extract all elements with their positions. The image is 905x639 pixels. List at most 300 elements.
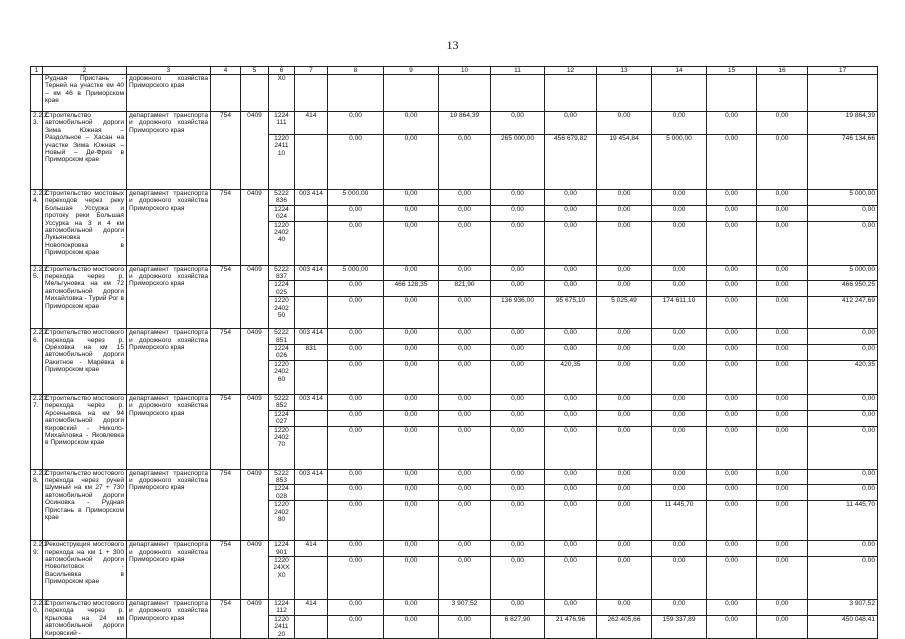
- column-header-cell: 12: [545, 67, 597, 75]
- ministry-code-cell: 754: [211, 469, 241, 541]
- amount-cell: 5 025,49: [597, 297, 652, 329]
- ministry-code-cell: 754: [211, 394, 241, 469]
- code-cell: Х0: [269, 75, 295, 112]
- executor-cell: департамент транспорта и дорожного хозяйства Приморского края: [127, 329, 211, 395]
- expense-type-cell: [295, 615, 328, 638]
- object-name-cell: Строительство автомобильной дороги Зима Южная – Раздольное – Хасан на участке Зима Южная – Новый – Де-Фриз в Приморском крае: [43, 112, 127, 190]
- amount-cell: 0,00: [439, 360, 491, 394]
- amount-cell: 0,00: [384, 501, 439, 541]
- amount-cell: 0,00: [652, 556, 707, 599]
- object-name-cell: Строительство мостового перехода через ручей Шумный на км 27 + 730 автомобильной дороги Осиновка - Рудная Пристань в Приморском крае: [43, 469, 127, 541]
- amount-cell: 0,00: [597, 205, 652, 221]
- amount-cell: 0,00: [328, 112, 384, 135]
- object-name-cell: Строительство мостового перехода через р. Арсеньевка на км 94 автомобильной дороги Кировский - Николо-Михайловка - Яковлевка в Приморском крае: [43, 394, 127, 469]
- object-name-cell: Строительство мостовых переходов через реку Большая Уссурка и протоку реки Большая Уссурка на 3 и 4 км автомобильной дороги Лукьяновка - Новопокровка в Приморском крае: [43, 190, 127, 266]
- amount-cell: 0,00: [652, 281, 707, 297]
- item-number-cell: 2.2.2 8.: [31, 469, 43, 541]
- expense-type-cell: [295, 360, 328, 394]
- amount-cell: 0,00: [328, 360, 384, 394]
- amount-cell: 0,00: [707, 345, 757, 361]
- column-header-cell: 16: [757, 67, 808, 75]
- amount-cell: 0,00: [491, 501, 545, 541]
- amount-cell: 0,00: [439, 410, 491, 426]
- section-code-cell: 0409: [241, 329, 269, 395]
- amount-cell: 0,00: [328, 410, 384, 426]
- amount-cell: 0,00: [491, 426, 545, 469]
- amount-cell: 0,00: [491, 360, 545, 394]
- amount-cell: 0,00: [491, 329, 545, 345]
- amount-cell: 0,00: [384, 135, 439, 190]
- amount-cell: 466 128,35: [384, 281, 439, 297]
- value-cell: [295, 75, 328, 112]
- amount-cell: 0,00: [597, 329, 652, 345]
- amount-cell: 265 000,00: [491, 135, 545, 190]
- section-code-cell: 0409: [241, 112, 269, 190]
- amount-cell: 0,00: [808, 205, 878, 221]
- amount-cell: 0,00: [545, 329, 597, 345]
- amount-cell: 456 679,82: [545, 135, 597, 190]
- target-article-cell: 5222 852: [269, 394, 295, 410]
- amount-cell: 0,00: [757, 345, 808, 361]
- amount-cell: 0,00: [491, 485, 545, 501]
- section-code-cell: 0409: [241, 599, 269, 638]
- amount-cell: 136 936,00: [491, 297, 545, 329]
- amount-cell: 0,00: [491, 345, 545, 361]
- amount-cell: 0,00: [757, 615, 808, 638]
- expense-type-cell: 831: [295, 345, 328, 361]
- amount-cell: 0,00: [652, 485, 707, 501]
- continuation-row: [31, 75, 878, 112]
- amount-cell: 0,00: [439, 426, 491, 469]
- executor-cell: дорожного хозяйства Приморского края: [127, 75, 211, 112]
- amount-cell: 0,00: [757, 205, 808, 221]
- amount-cell: 0,00: [808, 469, 878, 485]
- value-cell: [757, 75, 808, 112]
- column-header-cell: 13: [597, 67, 652, 75]
- amount-cell: 3 907,52: [439, 599, 491, 615]
- amount-cell: 0,00: [384, 221, 439, 265]
- amount-cell: 0,00: [597, 599, 652, 615]
- target-article-cell: 1224 901: [269, 541, 295, 557]
- amount-cell: 0,00: [545, 410, 597, 426]
- amount-cell: 0,00: [384, 541, 439, 557]
- amount-cell: 0,00: [384, 205, 439, 221]
- amount-cell: 0,00: [808, 426, 878, 469]
- amount-cell: 0,00: [328, 541, 384, 557]
- expense-type-cell: [295, 135, 328, 190]
- target-article-cell: 1220 2411 10: [269, 135, 295, 190]
- amount-cell: 0,00: [652, 360, 707, 394]
- table-row: [31, 265, 878, 281]
- amount-cell: 0,00: [439, 501, 491, 541]
- value-cell: [328, 75, 384, 112]
- target-article-cell: 5222 853: [269, 469, 295, 485]
- amount-cell: 0,00: [491, 469, 545, 485]
- amount-cell: 0,00: [328, 501, 384, 541]
- amount-cell: 3 907,52: [808, 599, 878, 615]
- amount-cell: 0,00: [597, 190, 652, 206]
- amount-cell: 0,00: [439, 329, 491, 345]
- executor-cell: департамент транспорта и дорожного хозяйства Приморского края: [127, 599, 211, 638]
- target-article-cell: 1224 026: [269, 345, 295, 361]
- amount-cell: 0,00: [491, 265, 545, 281]
- amount-cell: 0,00: [439, 541, 491, 557]
- number-cell: [31, 75, 43, 112]
- amount-cell: 0,00: [328, 485, 384, 501]
- amount-cell: 0,00: [384, 360, 439, 394]
- amount-cell: 0,00: [597, 556, 652, 599]
- section-code-cell: 0409: [241, 190, 269, 266]
- amount-cell: 0,00: [384, 410, 439, 426]
- ministry-code-cell: 754: [211, 265, 241, 329]
- amount-cell: 0,00: [597, 485, 652, 501]
- amount-cell: 450 048,41: [808, 615, 878, 638]
- amount-cell: 0,00: [384, 426, 439, 469]
- column-header-cell: 5: [241, 67, 269, 75]
- amount-cell: 0,00: [707, 297, 757, 329]
- object-name-cell: Строительство мостового перехода через р. Мельгуновка на км 72 автомобильной дороги Михайловка - Турий Рог в Приморском крае: [43, 265, 127, 329]
- amount-cell: 0,00: [808, 221, 878, 265]
- expense-type-cell: [295, 485, 328, 501]
- object-name-cell: Реконструкция мостового перехода на км 1 + 300 автомобильной дороги Новопитовск - Васильевка в Приморском крае: [43, 541, 127, 600]
- item-number-cell: 2.2.3 0.: [31, 599, 43, 638]
- amount-cell: 0,00: [597, 426, 652, 469]
- target-article-cell: 5222 837: [269, 265, 295, 281]
- amount-cell: 0,00: [439, 221, 491, 265]
- target-article-cell: 1224 111: [269, 112, 295, 135]
- value-cell: [808, 75, 878, 112]
- value-cell: [597, 75, 652, 112]
- amount-cell: 0,00: [707, 281, 757, 297]
- amount-cell: 0,00: [652, 541, 707, 557]
- amount-cell: 0,00: [439, 556, 491, 599]
- amount-cell: 0,00: [707, 205, 757, 221]
- amount-cell: 0,00: [384, 345, 439, 361]
- amount-cell: 0,00: [757, 469, 808, 485]
- column-header-cell: 8: [328, 67, 384, 75]
- amount-cell: 0,00: [808, 541, 878, 557]
- expense-type-cell: 003 414: [295, 469, 328, 485]
- amount-cell: 0,00: [545, 205, 597, 221]
- amount-cell: 0,00: [491, 112, 545, 135]
- amount-cell: 0,00: [328, 426, 384, 469]
- target-article-cell: 1220 2402 50: [269, 297, 295, 329]
- amount-cell: 0,00: [707, 410, 757, 426]
- amount-cell: 0,00: [757, 410, 808, 426]
- amount-cell: 0,00: [491, 281, 545, 297]
- amount-cell: 0,00: [707, 190, 757, 206]
- target-article-cell: 1220 2402 60: [269, 360, 295, 394]
- amount-cell: 0,00: [439, 469, 491, 485]
- target-article-cell: 5222 836: [269, 190, 295, 206]
- amount-cell: 0,00: [384, 556, 439, 599]
- amount-cell: 0,00: [545, 541, 597, 557]
- value-cell: [491, 75, 545, 112]
- ministry-code-cell: 754: [211, 541, 241, 600]
- column-header-cell: 2: [43, 67, 127, 75]
- amount-cell: 0,00: [652, 345, 707, 361]
- amount-cell: 0,00: [757, 360, 808, 394]
- expense-type-cell: 003 414: [295, 329, 328, 345]
- amount-cell: 0,00: [597, 345, 652, 361]
- column-header-cell: 6: [269, 67, 295, 75]
- amount-cell: 0,00: [757, 190, 808, 206]
- expense-type-cell: 414: [295, 599, 328, 615]
- amount-cell: 0,00: [597, 265, 652, 281]
- amount-cell: 0,00: [328, 469, 384, 485]
- column-header-cell: 7: [295, 67, 328, 75]
- amount-cell: 0,00: [491, 410, 545, 426]
- amount-cell: 0,00: [597, 469, 652, 485]
- amount-cell: 420,35: [808, 360, 878, 394]
- amount-cell: 0,00: [545, 221, 597, 265]
- amount-cell: 0,00: [707, 501, 757, 541]
- amount-cell: 0,00: [491, 394, 545, 410]
- amount-cell: 0,00: [808, 394, 878, 410]
- amount-cell: 0,00: [328, 329, 384, 345]
- amount-cell: 0,00: [328, 135, 384, 190]
- value-cell: [545, 75, 597, 112]
- amount-cell: 0,00: [757, 485, 808, 501]
- section-code-cell: 0409: [241, 265, 269, 329]
- code-cell: [211, 75, 241, 112]
- amount-cell: 0,00: [652, 329, 707, 345]
- target-article-cell: 1224 024: [269, 205, 295, 221]
- column-header-cell: 9: [384, 67, 439, 75]
- amount-cell: 466 950,25: [808, 281, 878, 297]
- amount-cell: 0,00: [491, 599, 545, 615]
- amount-cell: 11 445,70: [808, 501, 878, 541]
- amount-cell: 0,00: [757, 541, 808, 557]
- table-body: [31, 67, 878, 639]
- amount-cell: 0,00: [491, 541, 545, 557]
- executor-cell: департамент транспорта и дорожного хозяйства Приморского края: [127, 265, 211, 329]
- amount-cell: 0,00: [384, 112, 439, 135]
- amount-cell: 0,00: [384, 469, 439, 485]
- amount-cell: 420,35: [545, 360, 597, 394]
- amount-cell: 0,00: [439, 265, 491, 281]
- amount-cell: 0,00: [545, 265, 597, 281]
- section-code-cell: 0409: [241, 469, 269, 541]
- amount-cell: 5 000,00: [808, 265, 878, 281]
- amount-cell: 0,00: [652, 112, 707, 135]
- item-number-cell: 2.2.2 3.: [31, 112, 43, 190]
- amount-cell: 0,00: [757, 501, 808, 541]
- amount-cell: 19 864,39: [439, 112, 491, 135]
- value-cell: [707, 75, 757, 112]
- amount-cell: 0,00: [597, 410, 652, 426]
- amount-cell: 0,00: [384, 297, 439, 329]
- amount-cell: 0,00: [545, 112, 597, 135]
- amount-cell: 0,00: [545, 281, 597, 297]
- amount-cell: 0,00: [439, 135, 491, 190]
- amount-cell: 0,00: [757, 265, 808, 281]
- amount-cell: 0,00: [808, 410, 878, 426]
- expense-type-cell: 414: [295, 112, 328, 135]
- value-cell: [384, 75, 439, 112]
- amount-cell: 0,00: [757, 599, 808, 615]
- section-code-cell: 0409: [241, 394, 269, 469]
- amount-cell: 0,00: [439, 297, 491, 329]
- column-header-cell: 11: [491, 67, 545, 75]
- amount-cell: 0,00: [707, 599, 757, 615]
- expense-type-cell: 003 414: [295, 265, 328, 281]
- target-article-cell: 1224 028: [269, 485, 295, 501]
- amount-cell: 0,00: [707, 360, 757, 394]
- amount-cell: 0,00: [707, 265, 757, 281]
- amount-cell: 0,00: [707, 221, 757, 265]
- object-name-cell: Строительство мостового перехода через р. Орéховка на км 15 автомобильной дороги Ракитное - Марёвка в Приморском крае: [43, 329, 127, 395]
- amount-cell: 0,00: [384, 329, 439, 345]
- expense-type-cell: 003 414: [295, 190, 328, 206]
- amount-cell: 0,00: [757, 556, 808, 599]
- amount-cell: 0,00: [491, 556, 545, 599]
- amount-cell: 0,00: [757, 112, 808, 135]
- code-cell: [241, 75, 269, 112]
- executor-cell: департамент транспорта и дорожного хозяйства Приморского края: [127, 112, 211, 190]
- amount-cell: 0,00: [545, 485, 597, 501]
- amount-cell: 0,00: [384, 190, 439, 206]
- amount-cell: 0,00: [439, 615, 491, 638]
- amount-cell: 0,00: [707, 394, 757, 410]
- executor-cell: департамент транспорта и дорожного хозяйства Приморского края: [127, 541, 211, 600]
- table-row: [31, 190, 878, 206]
- amount-cell: 0,00: [545, 345, 597, 361]
- expense-type-cell: 414: [295, 541, 328, 557]
- executor-cell: департамент транспорта и дорожного хозяйства Приморского края: [127, 394, 211, 469]
- ministry-code-cell: 754: [211, 329, 241, 395]
- expense-type-cell: [295, 410, 328, 426]
- amount-cell: 0,00: [439, 345, 491, 361]
- expense-type-cell: [295, 221, 328, 265]
- table-row: [31, 394, 878, 410]
- amount-cell: 0,00: [597, 394, 652, 410]
- expense-type-cell: [295, 297, 328, 329]
- item-number-cell: 2.2.2 7.: [31, 394, 43, 469]
- amount-cell: 0,00: [707, 541, 757, 557]
- amount-cell: 0,00: [652, 426, 707, 469]
- amount-cell: 0,00: [545, 469, 597, 485]
- amount-cell: 0,00: [328, 345, 384, 361]
- item-number-cell: 2.2.2 4.: [31, 190, 43, 266]
- table-row: [31, 541, 878, 557]
- amount-cell: 159 337,89: [652, 615, 707, 638]
- budget-table: [30, 66, 878, 639]
- amount-cell: 0,00: [439, 485, 491, 501]
- executor-cell: департамент транспорта и дорожного хозяйства Приморского края: [127, 469, 211, 541]
- ministry-code-cell: 754: [211, 112, 241, 190]
- amount-cell: 0,00: [597, 112, 652, 135]
- amount-cell: 0,00: [439, 394, 491, 410]
- amount-cell: 0,00: [545, 190, 597, 206]
- target-article-cell: 1224 025: [269, 281, 295, 297]
- section-code-cell: 0409: [241, 541, 269, 600]
- amount-cell: 5 000,00: [652, 135, 707, 190]
- table-row: [31, 329, 878, 345]
- target-article-cell: 1220 2402 80: [269, 501, 295, 541]
- column-header-cell: 1: [31, 67, 43, 75]
- amount-cell: 0,00: [707, 556, 757, 599]
- amount-cell: 0,00: [707, 329, 757, 345]
- amount-cell: 0,00: [707, 469, 757, 485]
- amount-cell: 412 247,69: [808, 297, 878, 329]
- amount-cell: 0,00: [491, 205, 545, 221]
- target-article-cell: 1220 24ХХ Х0: [269, 556, 295, 599]
- amount-cell: 0,00: [384, 265, 439, 281]
- amount-cell: 0,00: [652, 205, 707, 221]
- amount-cell: 0,00: [545, 556, 597, 599]
- amount-cell: 0,00: [757, 329, 808, 345]
- amount-cell: 0,00: [757, 426, 808, 469]
- amount-cell: 6 827,90: [491, 615, 545, 638]
- amount-cell: 0,00: [597, 221, 652, 265]
- value-cell: [652, 75, 707, 112]
- amount-cell: 0,00: [328, 599, 384, 615]
- amount-cell: 0,00: [597, 501, 652, 541]
- target-article-cell: 1220 2402 40: [269, 221, 295, 265]
- expense-type-cell: [295, 281, 328, 297]
- expense-type-cell: [295, 556, 328, 599]
- amount-cell: 0,00: [808, 329, 878, 345]
- amount-cell: 174 611,10: [652, 297, 707, 329]
- amount-cell: 0,00: [328, 221, 384, 265]
- table-row: [31, 469, 878, 485]
- target-article-cell: 1220 2402 70: [269, 426, 295, 469]
- amount-cell: 0,00: [707, 485, 757, 501]
- amount-cell: 5 000,00: [328, 190, 384, 206]
- amount-cell: 0,00: [384, 615, 439, 638]
- amount-cell: 0,00: [439, 190, 491, 206]
- amount-cell: 0,00: [652, 190, 707, 206]
- column-header-cell: 10: [439, 67, 491, 75]
- target-article-cell: 1220 2411 20: [269, 615, 295, 638]
- amount-cell: 0,00: [707, 135, 757, 190]
- amount-cell: 0,00: [545, 426, 597, 469]
- expense-type-cell: [295, 426, 328, 469]
- amount-cell: 0,00: [652, 469, 707, 485]
- amount-cell: 0,00: [328, 556, 384, 599]
- amount-cell: 821,90: [439, 281, 491, 297]
- column-header-cell: 17: [808, 67, 878, 75]
- amount-cell: 0,00: [808, 345, 878, 361]
- target-article-cell: 1224 027: [269, 410, 295, 426]
- column-header-cell: 3: [127, 67, 211, 75]
- amount-cell: 262 405,66: [597, 615, 652, 638]
- amount-cell: 5 000,00: [328, 265, 384, 281]
- amount-cell: 0,00: [707, 615, 757, 638]
- amount-cell: 0,00: [808, 485, 878, 501]
- amount-cell: 0,00: [328, 205, 384, 221]
- item-number-cell: 2.2.2 9.: [31, 541, 43, 600]
- expense-type-cell: 003 414: [295, 394, 328, 410]
- amount-cell: 0,00: [757, 394, 808, 410]
- amount-cell: 19 454,84: [597, 135, 652, 190]
- amount-cell: 0,00: [652, 410, 707, 426]
- column-header-cell: 15: [707, 67, 757, 75]
- amount-cell: 95 675,10: [545, 297, 597, 329]
- amount-cell: 0,00: [328, 394, 384, 410]
- amount-cell: 0,00: [545, 599, 597, 615]
- item-number-cell: 2.2.2 5.: [31, 265, 43, 329]
- amount-cell: 0,00: [757, 297, 808, 329]
- value-cell: [439, 75, 491, 112]
- page-number: 13: [446, 38, 459, 52]
- amount-cell: 0,00: [491, 221, 545, 265]
- amount-cell: 0,00: [652, 265, 707, 281]
- ministry-code-cell: 754: [211, 599, 241, 638]
- target-article-cell: 5222 851: [269, 329, 295, 345]
- amount-cell: 0,00: [652, 599, 707, 615]
